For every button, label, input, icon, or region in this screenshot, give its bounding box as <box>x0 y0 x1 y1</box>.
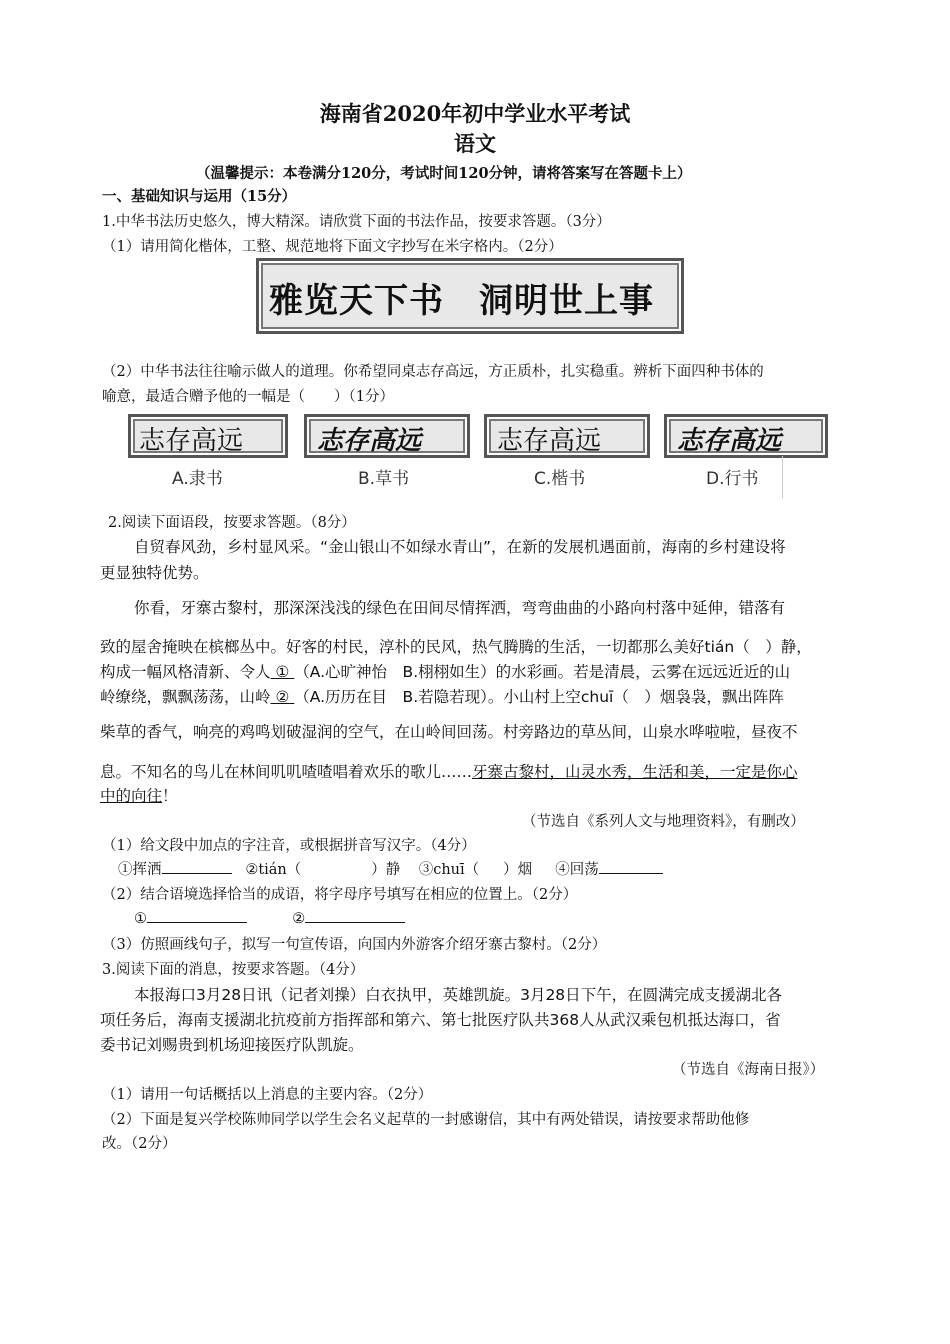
q3-stem: 3.阅读下面的消息，按要求答题。（4分） <box>102 962 365 978</box>
calligraphy-banner <box>256 258 684 334</box>
tip-text: （温馨提示：本卷满分120分，考试时间120分钟，请将答案写在答题卡上） <box>196 165 692 182</box>
q1-stem: 1.中华书法历史悠久，博大精深。请欣赏下面的书法作品，按要求答题。（3分） <box>102 214 611 230</box>
subject-title: 语文 <box>454 131 496 156</box>
option-a-image <box>128 414 288 458</box>
option-c-text: 志存高远 <box>497 426 602 456</box>
q2-source: （节选自《系列人文与地理资料》，有删改） <box>522 814 805 830</box>
q2-para2-line6 <box>100 760 798 782</box>
line3-text-b: （A.心旷神怡 B.栩栩如生）的水彩画。若是清晨，云雾在远远近近的山 <box>294 663 791 681</box>
exam-title: 海南省2020年初中学业水平考试 <box>319 101 631 126</box>
q1-part2-line2: 喻意，最适合赠予他的一幅是（ ）（1分） <box>102 389 394 405</box>
q2-sub2: （2）结合语境选择恰当的成语，将字母序号填写在相应的位置上。（2分） <box>102 887 578 903</box>
q3-sub2-line2: 改。（2分） <box>102 1136 177 1152</box>
option-b-text: 志存高远 <box>317 426 422 456</box>
q3-para-line1: 本报海口3月28日讯（记者刘操）白衣执甲，英雄凯旋。3月28日下午，在圆满完成支援湖北各 <box>134 986 783 1004</box>
underlined-sentence-2: 中的向往 <box>100 787 163 805</box>
q3-sub1: （1）请用一句话概括以上消息的主要内容。（2分） <box>102 1087 433 1103</box>
calligraphy-text: 雅览天下书 洞明世上事 <box>269 281 654 321</box>
option-b-image <box>304 414 470 458</box>
answer-blank-1[interactable] <box>162 859 232 874</box>
q1-part2-line1: （2）中华书法往往喻示做人的道理。你希望同桌志存高远，方正质朴，扎实稳重。辨析下面四种书体的 <box>102 364 764 380</box>
idiom-blank-2[interactable] <box>305 908 405 923</box>
q1-part1: （1）请用简化楷体，工整、规范地将下面文字抄写在米字格内。（2分） <box>102 239 563 255</box>
underlined-sentence-1: 牙寨古黎村，山灵水秀，生活和美，一定是你心 <box>472 763 798 781</box>
option-d-label: D.行书 <box>706 469 759 489</box>
q3-source: （节选自《海南日报》） <box>672 1062 825 1078</box>
q3-sub2-line1: （2）下面是复兴学校陈帅同学以学生会名义起草的一封感谢信，其中有两处错误，请按要求帮助他修 <box>102 1112 750 1128</box>
q2-para2-line2: 致的屋舍掩映在槟榔丛中。好客的村民，淳朴的民风，热气腾腾的生活，一切都那么美好tián（ ）静， <box>100 638 812 656</box>
option-d-image <box>664 414 828 458</box>
q2-sub1-items: ①挥洒 ②tián（ ）静 ③chuī（ ）烟 ④回荡 <box>118 858 663 879</box>
answer-blank-4[interactable] <box>599 859 663 874</box>
option-c-image <box>484 414 650 458</box>
blank-1: ① <box>275 663 290 681</box>
option-d-text: 志存高远 <box>677 426 782 456</box>
q2-sub3: （3）仿照画线句子，拟写一句宣传语，向国内外游客介绍牙寨古黎村。（2分） <box>102 937 607 953</box>
q3-para-line3: 委书记刘赐贵到机场迎接医疗队凯旋。 <box>100 1036 364 1054</box>
option-a-label: A.隶书 <box>172 469 223 489</box>
options-divider <box>782 456 783 498</box>
q2-sub1: （1）给文段中加点的字注音，或根据拼音写汉字。（4分） <box>102 838 476 854</box>
q2-para2-line4 <box>100 685 784 707</box>
q3-para-line2: 项任务后，海南支援湖北抗疫前方指挥部和第六、第七批医疗队共368人从武汉乘包机抵达海口，省 <box>100 1011 781 1029</box>
q2-para1-line1: 自贸春风劲，乡村显风采。“金山银山不如绿水青山”，在新的发展机遇面前，海南的乡村建设将 <box>134 538 786 556</box>
q2-para1-line2: 更显独特优势。 <box>100 564 209 582</box>
option-c-label: C.楷书 <box>534 469 586 489</box>
q2-sub2-items: ① ② <box>134 908 405 927</box>
q2-para2-line3 <box>100 660 790 682</box>
blank-2: ② <box>275 688 290 706</box>
option-a-text: 志存高远 <box>139 426 244 456</box>
section-heading: 一、基础知识与运用（15分） <box>102 188 297 205</box>
q2-para2-line1: 你看，牙寨古黎村，那深深浅浅的绿色在田间尽情挥洒，弯弯曲曲的小路向村落中延伸，错落有 <box>134 599 786 617</box>
option-b-label: B.草书 <box>358 469 410 489</box>
q2-para2-line5: 柴草的香气，响亮的鸡鸣划破湿润的空气，在山岭间回荡。村旁路边的草丛间，山泉水哗啦啦，昼夜不 <box>100 723 798 741</box>
line4-text-b: （A.历历在目 B.若隐若现）。小山村上空chuī（ ）烟袅袅，飘出阵阵 <box>294 688 784 706</box>
line4-text-a: 岭缭绕，飘飘荡荡，山岭 <box>100 688 271 706</box>
line6-text-a: 息。不知名的鸟儿在林间叽叽喳喳唱着欢乐的歌儿…… <box>100 763 473 781</box>
line3-text-a: 构成一幅风格清新、令人 <box>100 663 271 681</box>
q2-para2-line7: 中的向往！ <box>100 787 178 805</box>
idiom-blank-1[interactable] <box>147 908 247 923</box>
q2-stem: 2.阅读下面语段，按要求答题。（8分） <box>108 515 356 531</box>
